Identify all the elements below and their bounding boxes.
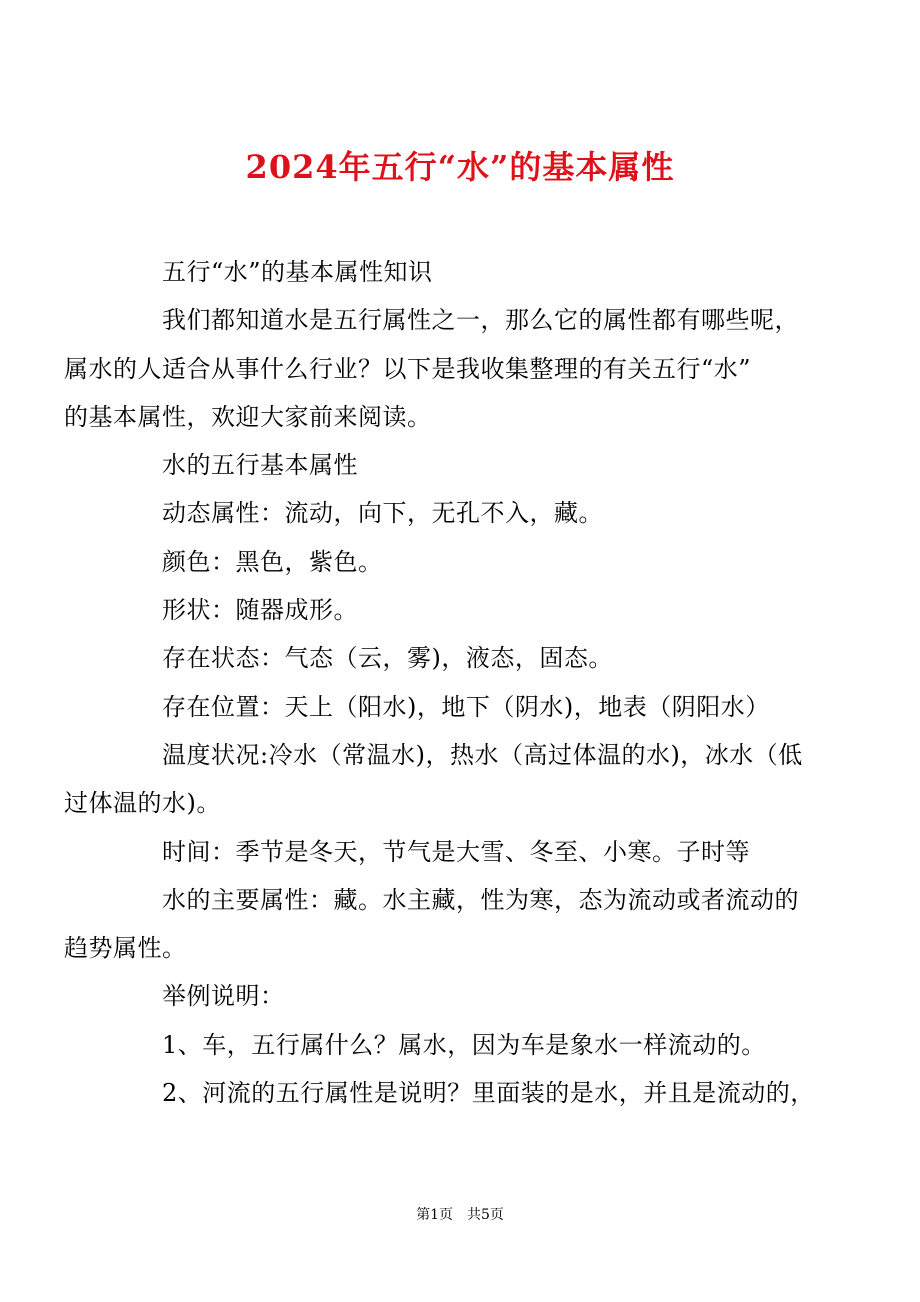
paragraph xyxy=(113,538,813,586)
paragraph xyxy=(113,1069,813,1117)
paragraph-line: 1、车，五行属什么？属水，因为车是象水一样流动的。 xyxy=(162,1030,766,1059)
paragraph-line: 存在位置：天上（阳水)，地下（阴水)，地表（阴阳水） xyxy=(162,692,770,721)
paragraph-line: 属水的人适合从事什么行业？以下是我收集整理的有关五行“水” xyxy=(64,354,752,383)
page-number: 第1页 xyxy=(416,1207,453,1223)
paragraph-line: 五行“水”的基本属性知识 xyxy=(162,258,433,286)
paragraph-line: 颜色：黑色，紫色。 xyxy=(162,547,383,576)
paragraph-line: 过体温的水)。 xyxy=(64,789,221,818)
paragraph-line: 的基本属性，欢迎大家前来阅读。 xyxy=(64,402,432,431)
page-footer xyxy=(0,1205,920,1225)
paragraph-line: 2、河流的五行属性是说明？里面装的是水，并且是流动的， xyxy=(162,1079,815,1108)
paragraph-line: 动态属性：流动，向下，无孔不入，藏。 xyxy=(162,499,603,528)
paragraph xyxy=(113,1021,813,1069)
paragraph xyxy=(113,828,813,876)
paragraph xyxy=(113,634,813,682)
paragraph-line: 我们都知道水是五行属性之一，那么它的属性都有哪些呢， xyxy=(162,306,799,335)
paragraph xyxy=(64,296,813,441)
paragraph xyxy=(113,441,813,489)
paragraph-line: 举例说明： xyxy=(162,982,285,1011)
paragraph xyxy=(113,972,813,1020)
paragraph xyxy=(113,683,813,731)
paragraph-line: 水的主要属性：藏。水主藏，性为寒，态为流动或者流动的 xyxy=(162,885,799,914)
paragraph-line: 时间：季节是冬天，节气是大雪、冬至、小寒。子时等 xyxy=(162,837,750,866)
paragraph-line: 水的五行基本属性 xyxy=(162,451,358,480)
document-body xyxy=(64,248,815,1117)
paragraph xyxy=(64,731,813,828)
document-title: 2024年五行“水”的基本属性 xyxy=(245,148,675,186)
paragraph xyxy=(113,248,813,296)
paragraph-line: 温度状况:冷水（常温水)，热水（高过体温的水)，冰水（低 xyxy=(162,740,803,769)
paragraph-line: 存在状态：气态（云，雾)，液态，固态。 xyxy=(162,644,613,673)
paragraph-line: 形状：随器成形。 xyxy=(162,596,358,625)
paragraph xyxy=(113,489,813,537)
paragraph xyxy=(64,876,813,973)
paragraph xyxy=(113,586,813,634)
paragraph-line: 趋势属性。 xyxy=(64,934,187,963)
page-total: 共5页 xyxy=(467,1207,504,1223)
